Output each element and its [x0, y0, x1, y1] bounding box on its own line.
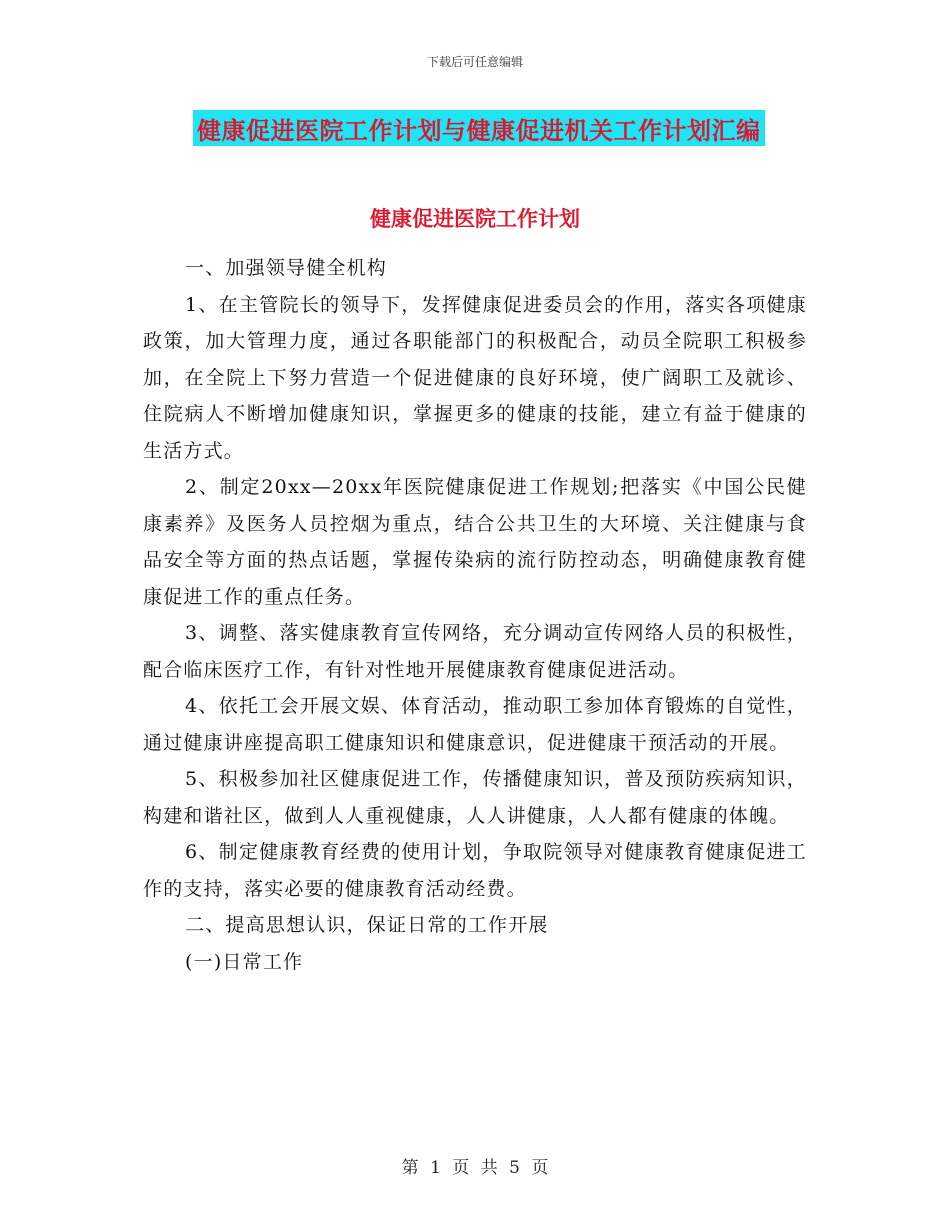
paragraph-item-2: 2、制定20xx—20xx年医院健康促进工作规划;把落实《中国公民健康素养》及医务人员控烟为重点，结合公共卫生的大环境、关注健康与食品安全等方面的热点话题，掌握传染病的流行防控动态，明确健康教育健康促进工作的重点任务。	[143, 476, 807, 608]
section-title: 健康促进医院工作计划	[370, 206, 580, 231]
paragraph-item-1: 1、在主管院长的领导下，发挥健康促进委员会的作用，落实各项健康政策，加大管理力度，通过各职能部门的积极配合，动员全院职工积极参加，在全院上下努力营造一个促进健康的良好环境，使广阔职工及就诊、住院病人不断增加健康知识，掌握更多的健康的技能，建立有益于健康的生活方式。	[143, 293, 807, 462]
page-number-footer: 第 1 页 共 5 页	[401, 1158, 549, 1178]
paragraph-item-6: 6、制定健康教育经费的使用计划，争取院领导对健康教育健康促进工作的支持，落实必要的健康教育活动经费。	[143, 841, 807, 900]
paragraph-item-3: 3、调整、落实健康教育宣传网络，充分调动宣传网络人员的积极性，配合临床医疗工作，有针对性地开展健康教育健康促进活动。	[143, 622, 807, 681]
heading-1: 一、加强领导健全机构	[185, 257, 388, 279]
document-title-highlight	[193, 110, 765, 146]
document-title: 健康促进医院工作计划与健康促进机关工作计划汇编	[197, 115, 761, 145]
heading-2: 二、提高思想认识，保证日常的工作开展	[185, 914, 549, 936]
subheading-1: (一)日常工作	[185, 950, 304, 973]
paragraph-item-5: 5、积极参加社区健康促进工作，传播健康知识，普及预防疾病知识，构建和谐社区，做到人人重视健康，人人讲健康，人人都有健康的体魄。	[143, 768, 807, 827]
page-header-note: 下载后可任意编辑	[426, 55, 523, 69]
document-body	[143, 250, 807, 980]
paragraph-item-4: 4、依托工会开展文娱、体育活动，推动职工参加体育锻炼的自觉性，通过健康讲座提高职工健康知识和健康意识，促进健康干预活动的开展。	[143, 695, 807, 754]
